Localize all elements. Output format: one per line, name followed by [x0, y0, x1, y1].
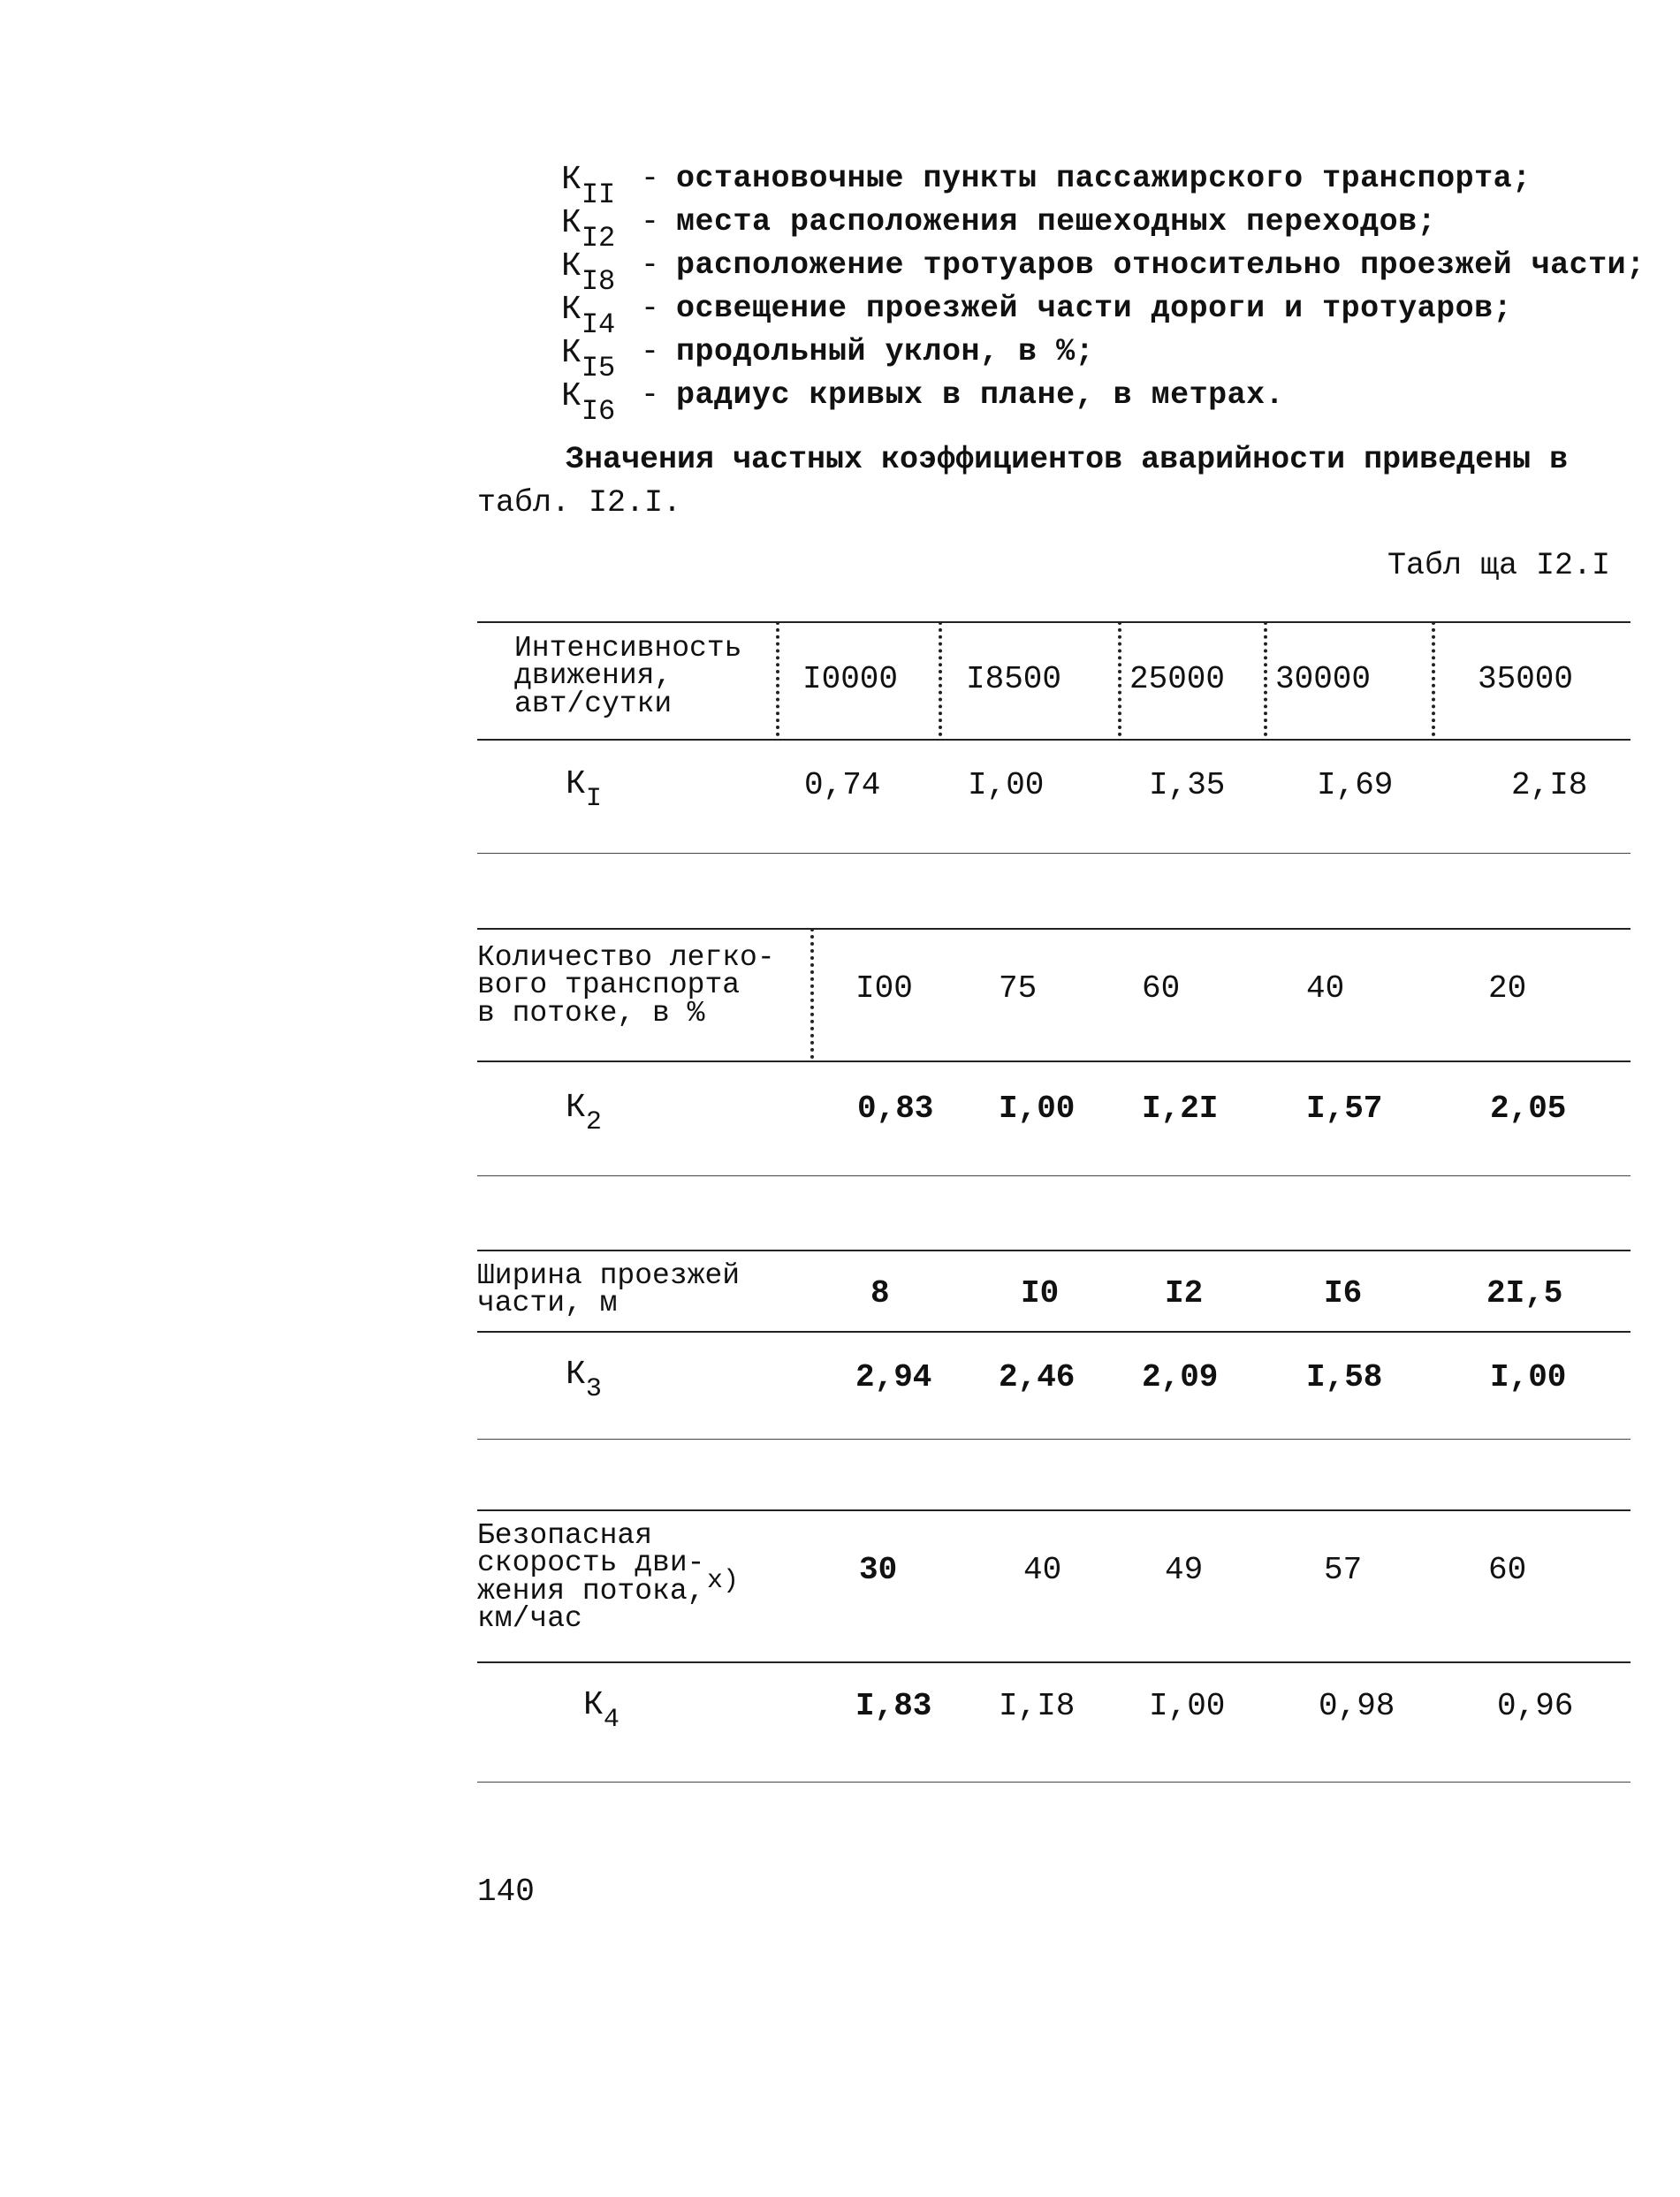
coef-subscript: II	[581, 179, 616, 211]
table-cell: 40	[1306, 970, 1345, 1007]
table-cell: I,69	[1317, 767, 1394, 803]
table-cell: 25000	[1129, 661, 1226, 697]
coef-row-label: $К_2$	[566, 1089, 602, 1137]
coef-subscript: I2	[581, 222, 616, 255]
table-caption: Табл ща I2.I	[1387, 548, 1611, 583]
coef-symbol: К	[561, 161, 582, 199]
table-cell: I00	[855, 970, 913, 1007]
definition-text: расположение тротуаров относительно проезжей части;	[676, 247, 1646, 283]
coef-row-label: $К_3$	[566, 1356, 602, 1404]
table-rule	[477, 1661, 1631, 1663]
definition-text: радиус кривых в плане, в метрах.	[676, 377, 1285, 413]
table-cell: I,83	[855, 1688, 932, 1724]
dash: -	[641, 291, 660, 326]
table-rule	[477, 1175, 1631, 1176]
paragraph-line-2: табл. I2.I.	[477, 485, 682, 521]
column-separator	[776, 621, 779, 736]
definition-text: освещение проезжей части дороги и тротуаров;	[676, 291, 1513, 326]
coef-symbol: К	[561, 377, 582, 415]
table-rule	[477, 1060, 1631, 1062]
table-cell: 60	[1488, 1552, 1527, 1588]
table-cell: I0	[1021, 1275, 1060, 1311]
table-cell: I,00	[1490, 1359, 1567, 1395]
table-cell: 30	[859, 1552, 898, 1588]
coef-symbol: К	[561, 247, 582, 285]
table-cell: 49	[1165, 1552, 1204, 1588]
table-rule	[477, 1331, 1631, 1333]
table-cell: I,00	[1149, 1688, 1226, 1724]
table-cell: 2,I8	[1511, 767, 1588, 803]
paragraph-line-1: Значения частных коэффициентов аварийности приведены в	[566, 442, 1569, 477]
column-separator	[1264, 621, 1267, 736]
table-cell: I8500	[966, 661, 1062, 697]
coef-subscript: I8	[581, 265, 616, 298]
table-cell: 2I,5	[1486, 1275, 1563, 1311]
table-cell: 30000	[1275, 661, 1372, 697]
row-header: Интенсивность движения, авт/сутки	[514, 632, 742, 720]
table-cell: 0,98	[1319, 1688, 1395, 1724]
coef-row-label: $К_4$	[583, 1686, 620, 1735]
coef-subscript: I5	[581, 352, 616, 384]
coef-symbol: К	[561, 291, 582, 329]
table-cell: 0,96	[1497, 1688, 1574, 1724]
table-rule	[477, 1439, 1631, 1440]
table-cell: 35000	[1478, 661, 1574, 697]
table-cell: I2	[1165, 1275, 1204, 1311]
table-cell: I,58	[1306, 1359, 1383, 1395]
table-rule	[477, 1250, 1631, 1251]
table-cell: I,57	[1306, 1091, 1383, 1127]
table-cell: I,00	[968, 767, 1045, 803]
column-separator	[939, 621, 942, 736]
table-cell: I,I8	[999, 1688, 1076, 1724]
definition-text: остановочные пункты пассажирского транспорта;	[676, 161, 1532, 196]
table-cell: 2,46	[999, 1359, 1076, 1395]
table-cell: 2,09	[1142, 1359, 1219, 1395]
dash: -	[641, 204, 660, 239]
dash: -	[641, 161, 660, 196]
definition-text: продольный уклон, в %;	[676, 334, 1095, 369]
page-number: 140	[477, 1874, 535, 1910]
dash: -	[641, 247, 660, 283]
row-header: Количество легко- вого транспорта в потоке, в %	[477, 941, 775, 1030]
table-cell: I0000	[802, 661, 899, 697]
coef-subscript: I4	[581, 308, 616, 341]
row-header: Ширина проезжей части, м	[477, 1259, 741, 1320]
table-cell: 40	[1023, 1552, 1062, 1588]
footnote-mark: х)	[707, 1566, 740, 1596]
table-cell: I6	[1324, 1275, 1363, 1311]
coef-symbol: К	[561, 334, 582, 372]
column-separator	[810, 928, 814, 1059]
table-rule	[477, 928, 1631, 930]
table-cell: 0,83	[857, 1091, 934, 1127]
table-cell: 57	[1324, 1552, 1363, 1588]
dash: -	[641, 334, 660, 369]
column-separator	[1432, 621, 1435, 736]
table-cell: 60	[1142, 970, 1181, 1007]
coef-symbol: К	[561, 204, 582, 242]
column-separator	[1118, 621, 1121, 736]
coef-row-label: $К_I$	[566, 765, 602, 814]
table-cell: I,2I	[1142, 1091, 1219, 1127]
table-rule	[477, 1509, 1631, 1511]
table-rule	[477, 621, 1631, 623]
table-rule	[477, 853, 1631, 854]
table-cell: I,35	[1149, 767, 1226, 803]
definition-text: места расположения пешеходных переходов;	[676, 204, 1437, 239]
coef-subscript: I6	[581, 395, 616, 428]
table-cell: 2,94	[855, 1359, 932, 1395]
row-header: Безопасная скорость дви- жения потока, км/час	[477, 1519, 705, 1636]
table-cell: 0,74	[804, 767, 881, 803]
table-rule	[477, 739, 1631, 741]
table-cell: 2,05	[1490, 1091, 1567, 1127]
table-rule	[477, 1782, 1631, 1783]
dash: -	[641, 377, 660, 413]
table-cell: 8	[870, 1275, 890, 1311]
table-cell: 75	[999, 970, 1038, 1007]
table-cell: I,00	[999, 1091, 1076, 1127]
table-cell: 20	[1488, 970, 1527, 1007]
